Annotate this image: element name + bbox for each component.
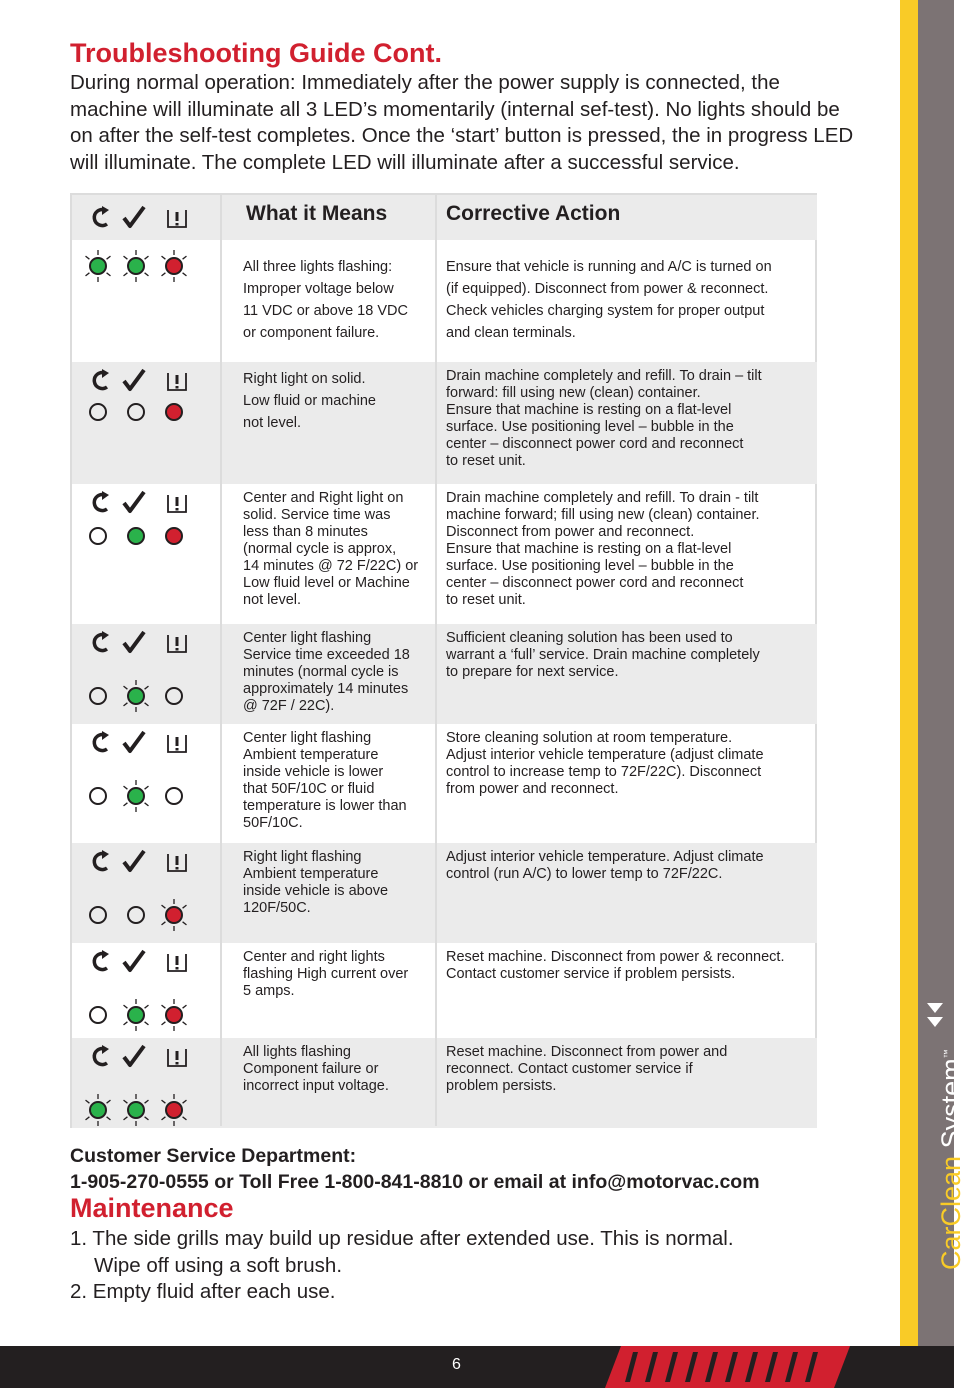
status-icons-svg — [90, 1043, 202, 1071]
meaning-line: inside vehicle is above — [243, 883, 389, 899]
meaning-line: temperature is lower than — [243, 798, 407, 814]
alert-icon — [168, 1049, 186, 1066]
status-icons — [90, 489, 202, 517]
customer-service — [70, 1143, 760, 1195]
maintenance-item: 2. Empty fluid after each use. — [70, 1280, 336, 1303]
maintenance-list — [70, 1226, 734, 1306]
led-green-flash — [124, 1094, 149, 1126]
action-line: Drain machine completely and refill. To drain – tilt — [446, 368, 762, 384]
led-green-flash — [124, 999, 149, 1031]
corrective-action-cell — [446, 630, 816, 681]
what-it-means-cell — [243, 730, 433, 832]
action-line: to reset unit. — [446, 592, 526, 608]
led-indicators — [78, 246, 198, 286]
led-off — [90, 907, 106, 923]
header-corrective-action: Corrective Action — [446, 202, 621, 225]
led-indicators — [78, 516, 198, 556]
red-stripes-logo — [605, 1346, 850, 1388]
meaning-line: 11 VDC or above 18 VDC — [243, 303, 408, 319]
table-row — [72, 843, 817, 943]
led-off — [90, 788, 106, 804]
status-icons — [90, 204, 202, 232]
status-icons-svg — [90, 489, 202, 517]
corrective-action-cell — [446, 949, 816, 983]
checkmark-icon — [124, 632, 144, 651]
maintenance-item: 1. The side grills may build up residue after extended use. This is normal. — [70, 1227, 734, 1250]
action-line: Ensure that machine is resting on a flat-level — [446, 541, 732, 557]
refresh-icon — [94, 1045, 109, 1065]
page-number: 6 — [452, 1356, 461, 1373]
led-green-flash — [124, 680, 149, 712]
led-red-flash — [162, 250, 187, 282]
action-line: machine forward; fill using new (clean) container. — [446, 507, 760, 523]
led-indicators — [78, 676, 198, 716]
refresh-icon — [94, 631, 109, 651]
alert-icon — [168, 635, 186, 652]
led-green-flash — [124, 780, 149, 812]
alert-icon — [168, 854, 186, 871]
meaning-line: 50F/10C. — [243, 815, 303, 831]
status-icons — [90, 729, 202, 757]
customer-service-heading: Customer Service Department: — [70, 1145, 357, 1167]
action-line: surface. Use positioning level – bubble in the — [446, 558, 734, 574]
action-line: Disconnect from power and reconnect. — [446, 524, 695, 540]
status-icons — [90, 848, 202, 876]
alert-icon — [168, 373, 186, 390]
what-it-means-cell — [243, 490, 433, 609]
checkmark-icon — [124, 492, 144, 511]
what-it-means-cell — [243, 256, 433, 344]
refresh-icon — [94, 850, 109, 870]
what-it-means-cell — [243, 1044, 433, 1095]
meaning-line: inside vehicle is lower — [243, 764, 384, 780]
table-row — [72, 484, 817, 624]
meaning-line: Low fluid or machine — [243, 393, 376, 409]
led-indicators — [78, 776, 198, 816]
led-indicators — [78, 1090, 198, 1130]
table-row — [72, 362, 817, 484]
meaning-line: minutes (normal cycle is — [243, 664, 399, 680]
status-icons-svg — [90, 729, 202, 757]
led-indicators — [78, 895, 198, 935]
meaning-line: less than 8 minutes — [243, 524, 368, 540]
action-line: problem persists. — [446, 1078, 557, 1094]
led-off — [90, 528, 106, 544]
what-it-means-cell — [243, 949, 433, 1000]
led-off — [128, 907, 144, 923]
header-what-it-means: What it Means — [246, 202, 388, 225]
brand-name — [936, 1049, 967, 1270]
led-green-flash — [124, 250, 149, 282]
led-red-flash — [162, 999, 187, 1031]
meaning-line: Right light flashing — [243, 849, 362, 865]
meaning-line: solid. Service time was — [243, 507, 391, 523]
what-it-means-cell — [243, 630, 433, 715]
what-it-means-cell — [243, 368, 433, 434]
action-line: (if equipped). Disconnect from power & reconnect. — [446, 281, 769, 297]
meaning-line: Center and right lights — [243, 949, 385, 965]
meaning-line: Service time exceeded 18 — [243, 647, 410, 663]
meaning-line: 14 minutes @ 72 F/22C) or — [243, 558, 419, 574]
meaning-line: Ambient temperature — [243, 866, 379, 882]
what-it-means-cell — [243, 849, 433, 917]
meaning-line: 120F/50C. — [243, 900, 311, 916]
action-line: Adjust interior vehicle temperature. Adjust climate — [446, 849, 764, 865]
led-green-flash — [86, 250, 111, 282]
corrective-action-cell — [446, 849, 816, 883]
meaning-line: Ambient temperature — [243, 747, 379, 763]
action-line: Reset machine. Disconnect from power and — [446, 1044, 728, 1060]
alert-icon — [168, 210, 186, 227]
action-line: Drain machine completely and refill. To drain - tilt — [446, 490, 759, 506]
alert-icon — [168, 495, 186, 512]
action-line: control to increase temp to 72F/22C). Disconnect — [446, 764, 762, 780]
meaning-line: (normal cycle is approx, — [243, 541, 397, 557]
status-icons — [90, 948, 202, 976]
maintenance-title: Maintenance — [70, 1193, 234, 1223]
action-line: center – disconnect power cord and reconnect — [446, 575, 744, 591]
led-off — [90, 404, 106, 420]
trademark: ™ — [942, 1049, 952, 1059]
meaning-line: Right light on solid. — [243, 371, 366, 387]
action-line: warrant a ‘full’ service. Drain machine completely — [446, 647, 760, 663]
refresh-icon — [94, 731, 109, 751]
intro-paragraph: During normal operation: Immediately after the power supply is connected, the machine will illuminate all 3 LED’s momentarily (internal sef-test). No lights should be on after the self-test completes. Once the ‘start’ button is pressed, the in progress LED will illuminate. The complete LED will illuminate after a successful service. — [70, 71, 854, 174]
double-arrow-icon — [924, 1000, 946, 1032]
checkmark-icon — [124, 851, 144, 870]
action-line: to reset unit. — [446, 453, 526, 469]
checkmark-icon — [124, 207, 144, 226]
led-indicators — [78, 995, 198, 1035]
table-row — [72, 624, 817, 724]
action-line: reconnect. Contact customer service if — [446, 1061, 693, 1077]
led-red-solid — [166, 404, 182, 420]
action-line: Store cleaning solution at room temperature. — [446, 730, 733, 746]
meaning-line: Low fluid level or Machine — [243, 575, 410, 591]
checkmark-icon — [124, 370, 144, 389]
action-line: forward: fill using new (clean) container. — [446, 385, 701, 401]
meaning-line: Center light flashing — [243, 630, 372, 646]
checkmark-icon — [124, 732, 144, 751]
page-title: Troubleshooting Guide Cont. — [70, 38, 442, 68]
action-line: Ensure that vehicle is running and A/C is turned on — [446, 259, 772, 275]
meaning-line: Center and Right light on — [243, 490, 404, 506]
status-icons — [90, 367, 202, 395]
action-line: center – disconnect power cord and reconnect — [446, 436, 744, 452]
meaning-line: Improper voltage below — [243, 281, 394, 297]
led-indicators — [78, 392, 198, 432]
meaning-line: that 50F/10C or fluid — [243, 781, 375, 797]
action-line: Check vehicles charging system for proper output — [446, 303, 765, 319]
troubleshooting-table — [70, 193, 817, 1128]
led-green-flash — [86, 1094, 111, 1126]
status-icons-svg — [90, 204, 202, 232]
meaning-line: @ 72F / 22C). — [243, 698, 335, 714]
meaning-line: approximately 14 minutes — [243, 681, 409, 697]
refresh-icon — [94, 950, 109, 970]
checkmark-icon — [124, 1046, 144, 1065]
alert-icon — [168, 954, 186, 971]
led-green-solid — [128, 528, 144, 544]
status-icons-svg — [90, 948, 202, 976]
action-line: to prepare for next service. — [446, 664, 619, 680]
led-red-flash — [162, 899, 187, 931]
column-divider — [220, 195, 222, 1126]
action-line: Sufficient cleaning solution has been used to — [446, 630, 733, 646]
meaning-line: All lights flashing — [243, 1044, 351, 1060]
led-red-solid — [166, 528, 182, 544]
action-line: Reset machine. Disconnect from power & reconnect. — [446, 949, 785, 965]
alert-icon — [168, 735, 186, 752]
status-icons-svg — [90, 629, 202, 657]
corrective-action-cell — [446, 490, 816, 609]
meaning-line: Center light flashing — [243, 730, 372, 746]
action-line: from power and reconnect. — [446, 781, 619, 797]
status-icons-svg — [90, 848, 202, 876]
meaning-line: or component failure. — [243, 325, 380, 341]
action-line: Contact customer service if problem persists. — [446, 966, 736, 982]
led-off — [166, 788, 182, 804]
brand-system: System — [936, 1058, 966, 1156]
sidebar-accent-stripe — [900, 0, 918, 1346]
action-line: and clean terminals. — [446, 325, 576, 341]
action-line: Ensure that machine is resting on a flat-level — [446, 402, 732, 418]
column-divider — [435, 195, 437, 1126]
led-off — [166, 688, 182, 704]
maintenance-item: Wipe off using a soft brush. — [94, 1253, 343, 1277]
table-header — [72, 195, 817, 240]
led-off — [90, 1007, 106, 1023]
customer-service-contact: 1-905-270-0555 or Toll Free 1-800-841-8810 or email at info@motorvac.com — [70, 1171, 760, 1193]
brand-car: CarClean — [936, 1155, 966, 1270]
status-icons — [90, 629, 202, 657]
refresh-icon — [94, 369, 109, 389]
led-off — [128, 404, 144, 420]
action-line: surface. Use positioning level – bubble in the — [446, 419, 734, 435]
action-line: Adjust interior vehicle temperature (adjust climate — [446, 747, 764, 763]
meaning-line: 5 amps. — [243, 983, 295, 999]
meaning-line: not level. — [243, 592, 302, 608]
table-row — [72, 943, 817, 1038]
corrective-action-cell — [446, 256, 816, 344]
corrective-action-cell — [446, 368, 816, 470]
table-row — [72, 724, 817, 843]
meaning-line: All three lights flashing: — [243, 259, 393, 275]
meaning-line: Component failure or — [243, 1061, 379, 1077]
meaning-line: not level. — [243, 415, 302, 431]
action-line: control (run A/C) to lower temp to 72F/22C. — [446, 866, 723, 882]
meaning-line: incorrect input voltage. — [243, 1078, 389, 1094]
refresh-icon — [94, 206, 109, 226]
status-icons-svg — [90, 367, 202, 395]
corrective-action-cell — [446, 1044, 816, 1095]
refresh-icon — [94, 491, 109, 511]
meaning-line: flashing High current over — [243, 966, 409, 982]
table-row — [72, 240, 817, 362]
status-icons — [90, 1043, 202, 1071]
table-row — [72, 1038, 817, 1128]
led-red-flash — [162, 1094, 187, 1126]
footer-bar — [0, 1346, 954, 1388]
corrective-action-cell — [446, 730, 816, 798]
led-off — [90, 688, 106, 704]
checkmark-icon — [124, 951, 144, 970]
